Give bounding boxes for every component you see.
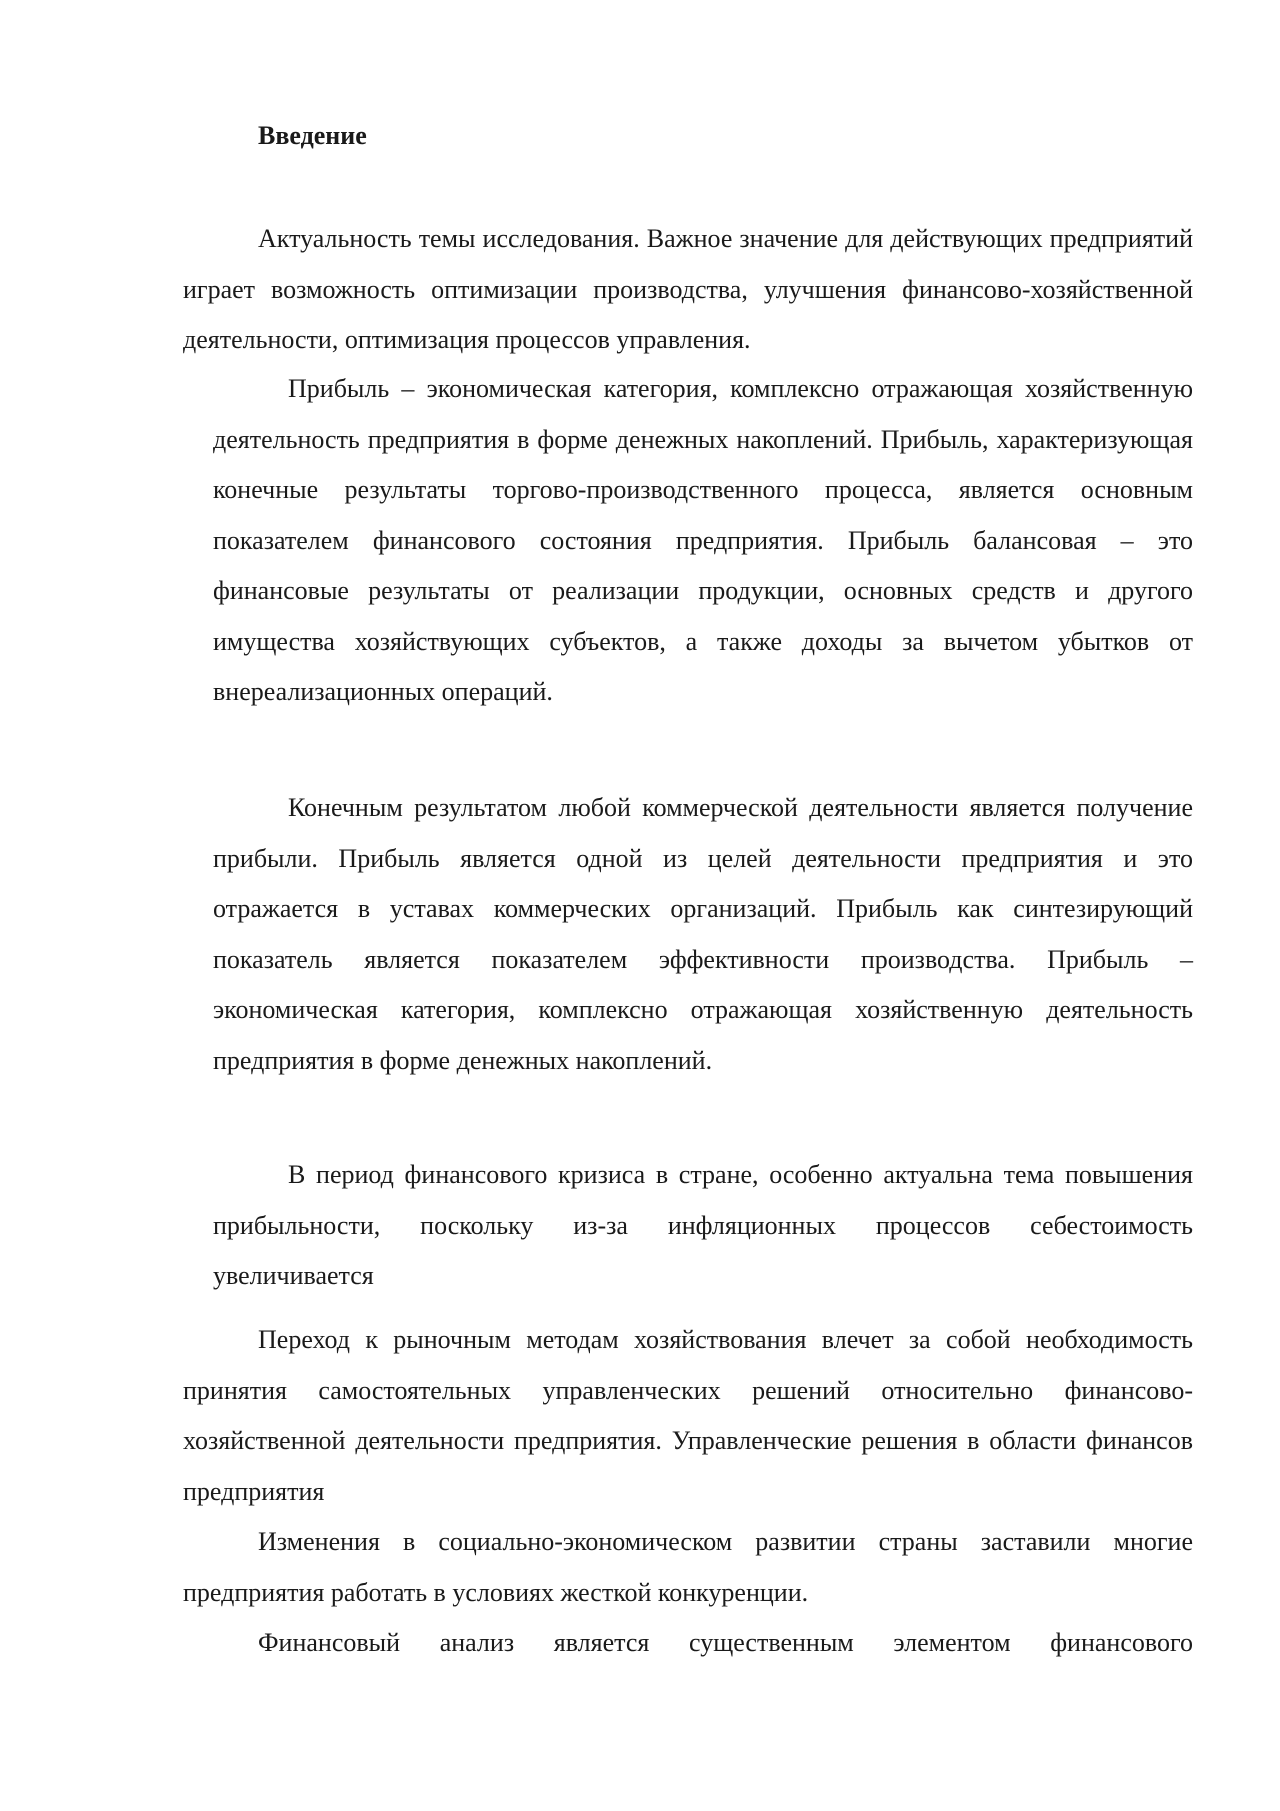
section-heading: Введение xyxy=(258,121,367,150)
paragraph-market-transition: Переход к рыночным методам хозяйствования влечет за собой необходимость принятия самостоятельных управленческих решений относительно финансово-хозяйственной деятельности предприятия. Управленческие решения в области финансов предприятия xyxy=(183,1325,1193,1506)
paragraph-crisis: В период финансового кризиса в стране, особенно актуальна тема повышения прибыльности, поскольку из-за инфляционных процессов себестоимость увеличивается xyxy=(213,1160,1193,1290)
paragraph-relevance: Актуальность темы исследования. Важное значение для действующих предприятий играет возможность оптимизации производства, улучшения финансово-хозяйственной деятельности, оптимизация процессов управления. xyxy=(183,224,1193,354)
paragraph-financial-analysis: Финансовый анализ является существенным элементом финансового xyxy=(258,1628,1193,1657)
paragraph-profit-definition: Прибыль – экономическая категория, комплексно отражающая хозяйственную деятельность предприятия в форме денежных накоплений. Прибыль, характеризующая конечные результаты торгово-производственного процесса, является основным показателем финансового состояния предприятия. Прибыль балансовая – это финансовые результаты от реализации продукции, основных средств и другого имущества хозяйствующих субъектов, а также доходы за вычетом убытков от внереализационных операций. xyxy=(213,374,1193,706)
paragraph-competition: Изменения в социально-экономическом развитии страны заставили многие предприятия работать в условиях жесткой конкуренции. xyxy=(183,1527,1193,1607)
paragraph-profit-goal: Конечным результатом любой коммерческой деятельности является получение прибыли. Прибыль является одной из целей деятельности предприятия и это отражается в уставах коммерческих организаций. Прибыль как синтезирующий показатель является показателем эффективности производства. Прибыль – экономическая категория, комплексно отражающая хозяйственную деятельность предприятия в форме денежных накоплений. xyxy=(213,793,1193,1075)
